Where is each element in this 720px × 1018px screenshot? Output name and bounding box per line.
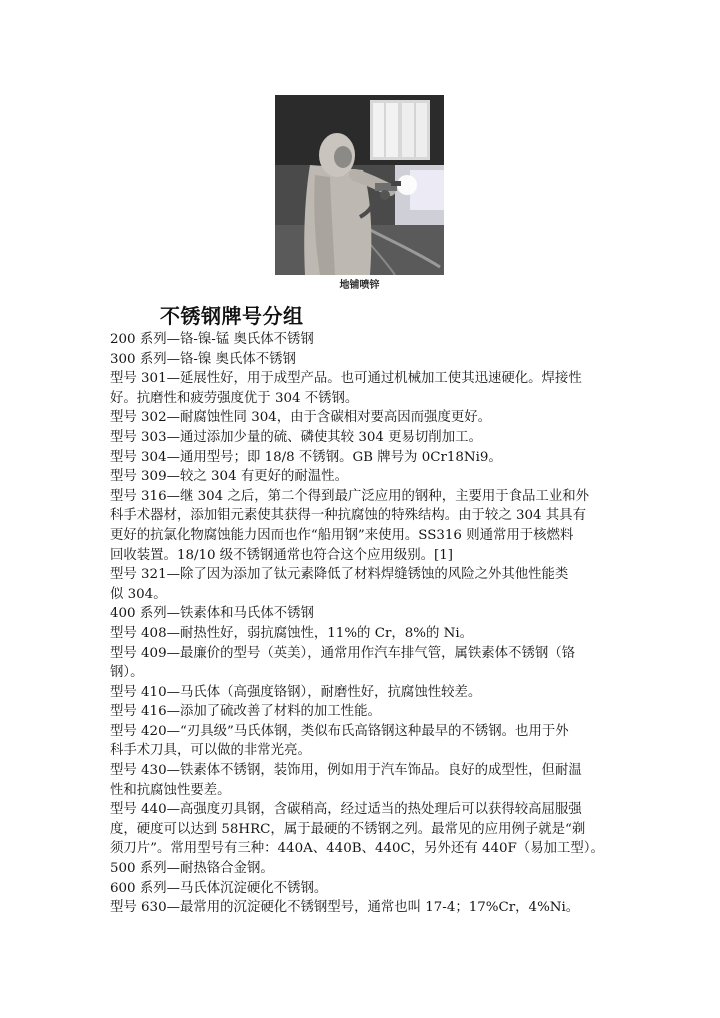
text-line: 型号 420—“刃具级”马氏体钢，类似布氏高铬钢这种最早的不锈钢。也用于外 <box>110 723 569 739</box>
text-line: 型号 416—添加了硫改善了材料的加工性能。 <box>110 704 381 720</box>
text-line: 型号 440—高强度刃具钢，含碳稍高，经过适当的热处理后可以获得较高屈服强 <box>110 802 582 818</box>
text-line: 型号 301—延展性好，用于成型产品。也可通过机械加工使其迅速硬化。焊接性 <box>110 371 582 387</box>
text-line: 型号 302—耐腐蚀性同 304，由于含碳相对要高因而强度更好。 <box>110 410 492 426</box>
text-line: 性和抗腐蚀性要差。 <box>110 782 231 798</box>
text-line: 500 系列—耐热铬合金钢。 <box>110 861 274 877</box>
text-line: 型号 408—耐热性好，弱抗腐蚀性，11%的 Cr，8%的 Ni。 <box>110 625 474 641</box>
text-line: 型号 430—铁素体不锈钢，装饰用，例如用于汽车饰品。良好的成型性，但耐温 <box>110 763 582 779</box>
text-line: 型号 630—最常用的沉淀硬化不锈钢型号，通常也叫 17-4；17%Cr，4%Ni。 <box>110 900 580 916</box>
text-line: 似 304。 <box>110 586 167 602</box>
text-line: 型号 309—较之 304 有更好的耐温性。 <box>110 469 348 485</box>
text-line: 型号 303—通过添加少量的硫、磷使其较 304 更易切削加工。 <box>110 429 482 445</box>
text-line: 型号 316—继 304 之后，第二个得到最广泛应用的钢种，主要用于食品工业和外 <box>110 488 589 504</box>
text-line: 好。抗磨性和疲劳强度优于 304 不锈钢。 <box>110 390 359 406</box>
grade-list <box>110 330 618 918</box>
spray-coating-photo <box>275 95 444 275</box>
text-line: 型号 409—最廉价的型号（英美），通常用作汽车排气管，属铁素体不锈钢（铬 <box>110 645 576 661</box>
text-line: 型号 321—除了因为添加了钛元素降低了材料焊缝锈蚀的风险之外其他性能类 <box>110 567 569 583</box>
text-line: 型号 304—通用型号；即 18/8 不锈钢。GB 牌号为 0Cr18Ni9。 <box>110 449 502 465</box>
text-line: 200 系列—铬-镍-锰 奥氏体不锈钢 <box>110 332 314 347</box>
text-line: 300 系列—铬-镍 奥氏体不锈钢 <box>110 351 296 367</box>
section-heading: 不锈钢牌号分组 <box>160 304 304 328</box>
text-line: 科手术器材，添加钼元素使其获得一种抗腐蚀的特殊结构。由于较之 304 其具有 <box>110 508 586 524</box>
text-line: 须刀片”。常用型号有三种：440A、440B、440C，另外还有 440F（易加工型）。 <box>110 841 604 857</box>
text-line: 科手术刀具，可以做的非常光亮。 <box>110 743 311 759</box>
text-line: 钢）。 <box>110 665 144 681</box>
text-line: 回收装置。18/10 级不锈钢通常也符合这个应用级别。[1] <box>110 547 454 563</box>
text-line: 更好的抗氯化物腐蚀能力因而也作“船用钢”来使用。SS316 则通常用于核燃料 <box>110 527 574 543</box>
text-line: 型号 410—马氏体（高强度铬钢），耐磨性好，抗腐蚀性较差。 <box>110 684 482 700</box>
text-line: 度，硬度可以达到 58HRC，属于最硬的不锈钢之列。最常见的应用例子就是“剃 <box>110 821 586 837</box>
photo-caption: 地铺喷锌 <box>339 280 380 291</box>
text-line: 400 系列—铁素体和马氏体不锈钢 <box>110 606 314 622</box>
text-line: 600 系列—马氏体沉淀硬化不锈钢。 <box>110 880 328 896</box>
